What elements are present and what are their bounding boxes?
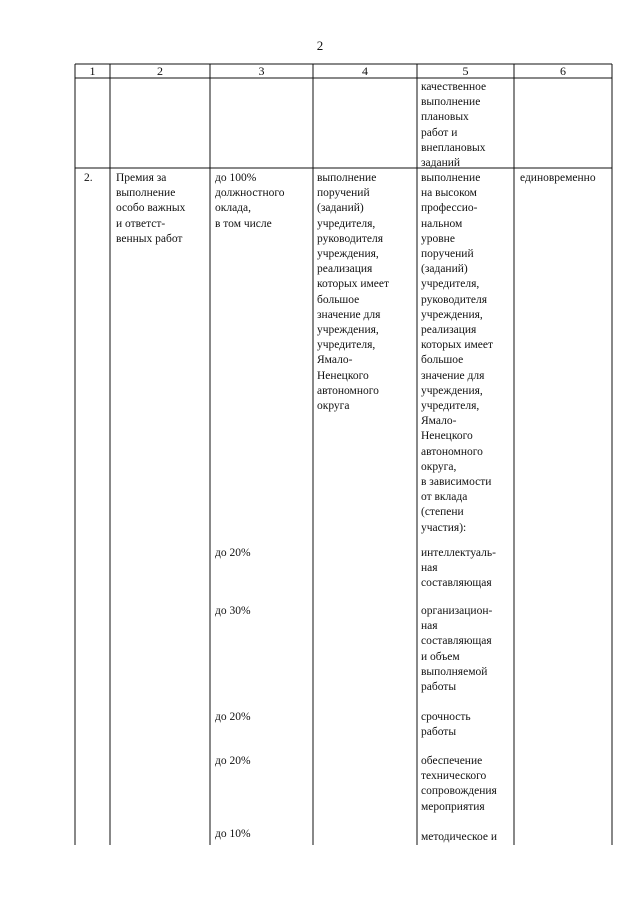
- sub-item-amount: до 20%: [215, 711, 251, 723]
- header-cell-6: 6: [560, 64, 566, 78]
- sub-item-criteria: обеспечение технического сопровождения мероприятия: [421, 755, 497, 813]
- sub-item-amount: до 30%: [215, 605, 251, 617]
- sub-item-criteria: интеллектуаль- ная составляющая: [421, 547, 496, 590]
- bonus-frequency-cell: единовременно: [520, 172, 596, 184]
- header-cell-3: 3: [258, 64, 265, 78]
- sub-item-criteria: срочность работы: [421, 711, 471, 739]
- sub-item-amount: до 20%: [215, 755, 251, 767]
- header-cell-5: 5: [462, 64, 469, 78]
- header-cell-4: 4: [362, 64, 368, 78]
- page-number: 2: [316, 38, 324, 53]
- header-cell-1: 1: [89, 64, 96, 78]
- bonus-name-cell: Премия за выполнение особо важных и ответст- венных работ: [116, 172, 186, 245]
- header-cell-2: 2: [157, 64, 163, 78]
- sub-item-criteria: методическое и: [421, 831, 497, 843]
- sub-item-criteria: организацион- ная составляющая и объем выполняемой работы: [421, 605, 493, 694]
- row-number: 2.: [84, 172, 93, 184]
- bonus-basis-cell: выполнение поручений (заданий) учредителя, руководителя учреждения, реализация которых имеет большое значение для учреждения, учредителя, Ямало- Ненецкого автономного округа: [317, 172, 389, 413]
- bonus-amount-cell: до 100% должностного оклада, в том числе: [215, 172, 285, 230]
- sub-item-amount: до 10%: [215, 828, 251, 840]
- sub-item-amount: до 20%: [215, 547, 251, 559]
- continued-criteria-cell: качественное выполнение плановых работ и внеплановых заданий: [421, 81, 487, 170]
- bonus-criteria-cell: выполнение на высоком профессио- нальном уровне поручений (заданий) учредителя, руководителя учреждения, реализация которых имеет большое значение для учреждения, учредителя, Ямало- Ненецкого автономного округа, в зависимости от вклада (степени участия):: [421, 172, 493, 534]
